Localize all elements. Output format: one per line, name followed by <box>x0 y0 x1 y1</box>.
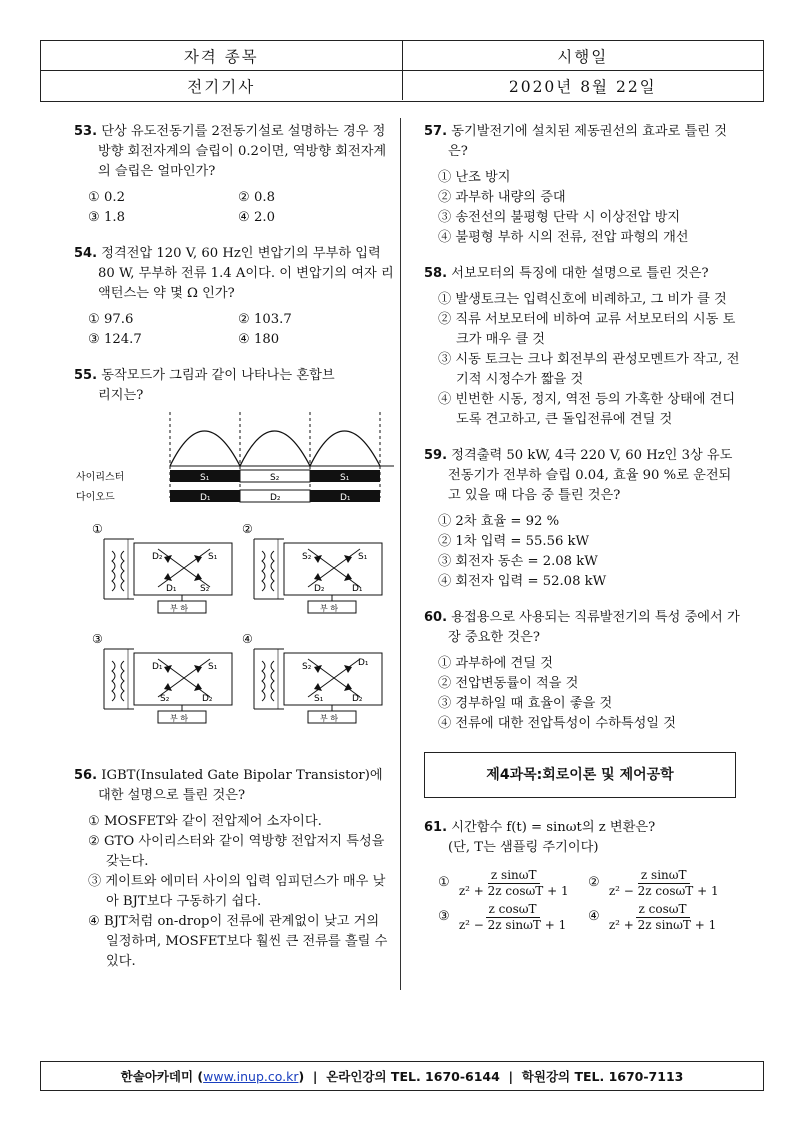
numerator: z sinωT <box>638 868 690 884</box>
label-s1: S₁ <box>200 473 210 483</box>
question-stem: 동작모드가 그림과 같이 나타나는 혼합브리지는? <box>98 368 335 403</box>
date-value: 2020년 8월 22일 <box>402 71 764 100</box>
option-4[interactable]: ④ BJT처럼 on-drop이 전류에 관계없이 낮고 거의 일정하며, MOSFET보다 훨씬 큰 전류를 흘릴 수 있다. <box>88 914 388 969</box>
option-1[interactable] <box>438 866 588 900</box>
left-column <box>74 122 394 988</box>
option-mark: ③ <box>438 909 450 924</box>
option-2[interactable]: ② 전압변동률이 적을 것 <box>438 676 579 691</box>
question-60 <box>424 608 744 734</box>
option-2[interactable]: ② 과부하 내량의 증대 <box>438 190 566 205</box>
column-divider <box>400 118 401 990</box>
label-d1: D₁ <box>358 658 369 668</box>
question-number: 56. <box>74 768 98 783</box>
question-number: 60. <box>424 610 448 625</box>
option-3[interactable]: ③ 경부하일 때 효율이 좋을 것 <box>438 696 613 711</box>
right-column <box>424 122 744 950</box>
figure-option-1-mark: ① <box>92 522 103 536</box>
label-s2: S₂ <box>200 584 210 594</box>
numerator: z cosωT <box>486 902 540 918</box>
bridge-option-3[interactable] <box>104 649 232 723</box>
question-stem: 동기발전기에 설치된 제동권선의 효과로 틀린 것은? <box>448 124 727 159</box>
label-s1: S₁ <box>314 694 324 704</box>
question-stem: 정격출력 50 kW, 4극 220 V, 60 Hz인 3상 유도전동기가 전부하 슬립 0.04, 효율 90 %로 운전되고 있을 때 다음 중 틀린 것은? <box>448 448 733 503</box>
question-stem: IGBT(Insulated Gate Bipolar Transistor)에 대한 설명으로 틀린 것은? <box>98 768 383 803</box>
label-d1: D₁ <box>166 584 177 594</box>
question-number: 55. <box>74 368 98 383</box>
page-footer <box>40 1061 764 1091</box>
scr-label: 사이리스터 <box>76 472 125 483</box>
denominator: z² + 2z sinωT + 1 <box>608 917 717 932</box>
date-label: 시행일 <box>402 41 764 70</box>
option-1[interactable]: ① MOSFET와 같이 전압제어 소자이다. <box>88 814 322 829</box>
option-3[interactable]: ③ 1.8 <box>88 210 125 225</box>
option-2[interactable]: ② 0.8 <box>238 190 275 205</box>
question-number: 61. <box>424 820 448 835</box>
question-54 <box>74 244 394 350</box>
question-56 <box>74 766 394 972</box>
label-s1: S₁ <box>358 552 368 562</box>
option-3[interactable]: ③ 시동 토크는 크나 회전부의 관성모멘트가 작고, 전기적 시정수가 짧을 것 <box>438 352 740 387</box>
label-d1b: D₁ <box>340 493 351 503</box>
question-stem: 서보모터의 특징에 대한 설명으로 틀린 것은? <box>451 266 709 281</box>
option-3[interactable]: ③ 124.7 <box>88 332 142 347</box>
label-d2: D₂ <box>270 493 281 503</box>
figure-option-3-mark: ③ <box>92 632 103 646</box>
figure-option-2-mark: ② <box>242 522 253 536</box>
option-4[interactable]: ④ 180 <box>238 332 280 347</box>
load-label: 부 하 <box>170 714 188 723</box>
denominator: z² + 2z cosωT + 1 <box>458 883 569 898</box>
option-4[interactable]: ④ 전류에 대한 전압특성이 수하특성일 것 <box>438 716 676 731</box>
section-4-title: 제4과목:회로이론 및 제어공학 <box>424 752 736 798</box>
option-2[interactable]: ② GTO 사이리스터와 같이 역방향 전압저지 특성을 갖는다. <box>88 834 385 869</box>
bridge-option-4[interactable] <box>254 649 382 723</box>
question-stem: 정격전압 120 V, 60 Hz인 변압기의 무부하 입력 80 W, 무부하 전류 1.4 A이다. 이 변압기의 여자 리액턴스는 약 몇 Ω 인가? <box>98 246 394 301</box>
option-2[interactable]: ② 직류 서보모터에 비하여 교류 서보모터의 시동 토크가 매우 클 것 <box>438 312 736 347</box>
label-d2: D₂ <box>352 694 363 704</box>
bridge-option-2[interactable] <box>254 539 382 613</box>
label-d2: D₂ <box>202 694 213 704</box>
question-55 <box>74 366 394 756</box>
denominator: z² − 2z sinωT + 1 <box>458 917 567 932</box>
question-61 <box>424 818 744 934</box>
subject-value: 전기기사 <box>187 77 256 96</box>
question-53 <box>74 122 394 228</box>
option-3[interactable]: ③ 회전자 동손 = 2.08 kW <box>438 554 598 569</box>
option-mark: ② <box>588 875 600 890</box>
diode-label: 다이오드 <box>76 492 115 503</box>
label-d2: D₂ <box>152 552 163 562</box>
option-1[interactable]: ① 0.2 <box>88 190 125 205</box>
question-number: 58. <box>424 266 448 281</box>
option-mark: ④ <box>588 909 600 924</box>
option-2[interactable]: ② 103.7 <box>238 312 292 327</box>
label-s2: S₂ <box>160 694 170 704</box>
question-note: (단, T는 샘플링 주기이다) <box>448 840 599 855</box>
figure-option-4-mark: ④ <box>242 632 253 646</box>
bridge-options-figure <box>74 519 394 749</box>
numerator: z cosωT <box>636 902 690 918</box>
load-label: 부 하 <box>170 604 188 613</box>
option-1[interactable]: ① 과부하에 견딜 것 <box>438 656 553 671</box>
label-s2: S₂ <box>302 662 312 672</box>
footer-academy: 한솔아카데미 ( <box>120 1069 204 1084</box>
subject-label: 자격 종목 <box>183 47 259 66</box>
label-d1: D₁ <box>200 493 211 503</box>
question-number: 57. <box>424 124 448 139</box>
label-s2: S₂ <box>270 473 280 483</box>
label-s1b: S₁ <box>340 473 350 483</box>
question-number: 54. <box>74 246 98 261</box>
label-d1: D₁ <box>152 662 163 672</box>
option-4[interactable] <box>588 900 738 934</box>
label-s1: S₁ <box>208 662 218 672</box>
question-58 <box>424 264 744 430</box>
question-57 <box>424 122 744 248</box>
denominator: z² − 2z cosωT + 1 <box>608 883 719 898</box>
option-2[interactable]: ② 1차 입력 = 55.56 kW <box>438 534 590 549</box>
question-stem: 시간함수 f(t) = sinωt의 z 변환은? <box>451 820 656 835</box>
load-label: 부 하 <box>320 604 338 613</box>
numerator: z sinωT <box>488 868 540 884</box>
option-1[interactable]: ① 난조 방지 <box>438 170 511 185</box>
operating-mode-waveform <box>74 408 394 508</box>
footer-link[interactable]: www.inup.co.kr <box>203 1068 299 1084</box>
label-s1: S₁ <box>208 552 218 562</box>
option-1[interactable]: ① 발생토크는 입력신호에 비례하고, 그 비가 클 것 <box>438 292 727 307</box>
label-s2: S₂ <box>302 552 312 562</box>
label-d1: D₁ <box>352 584 363 594</box>
option-2[interactable] <box>588 866 738 900</box>
option-4[interactable]: ④ 회전자 입력 = 52.08 kW <box>438 574 607 589</box>
option-3[interactable] <box>438 900 588 934</box>
option-4[interactable]: ④ 불평형 부하 시의 전류, 전압 파형의 개선 <box>438 230 689 245</box>
option-4[interactable]: ④ 빈번한 시동, 정지, 역전 등의 가혹한 상태에 견디도록 견고하고, 큰 돌입전류에 견딜 것 <box>438 392 736 427</box>
option-3[interactable]: ③ 송전선의 불평형 단락 시 이상전압 방지 <box>438 210 681 225</box>
question-stem: 용접용으로 사용되는 직류발전기의 특성 중에서 가장 중요한 것은? <box>448 610 740 645</box>
question-number: 53. <box>74 124 98 139</box>
question-number: 59. <box>424 448 448 463</box>
load-label: 부 하 <box>320 714 338 723</box>
option-3[interactable]: ③ 게이트와 에미터 사이의 입력 임피던스가 매우 낮아 BJT보다 구동하기 쉽다. <box>88 874 386 909</box>
option-1[interactable]: ① 2차 효율 = 92 % <box>438 514 560 529</box>
question-59 <box>424 446 744 592</box>
exam-header <box>40 40 764 102</box>
option-mark: ① <box>438 875 450 890</box>
option-4[interactable]: ④ 2.0 <box>238 210 275 225</box>
option-1[interactable]: ① 97.6 <box>88 312 134 327</box>
label-d2: D₂ <box>314 584 325 594</box>
bridge-option-1[interactable] <box>104 539 232 613</box>
footer-contact: ) | 온라인강의 TEL. 1670-6144 | 학원강의 TEL. 1670-7113 <box>298 1069 684 1084</box>
question-stem: 단상 유도전동기를 2전동기설로 설명하는 경우 정방향 회전자계의 슬립이 0.2이면, 역방향 회전자계의 슬립은 얼마인가? <box>98 124 387 179</box>
